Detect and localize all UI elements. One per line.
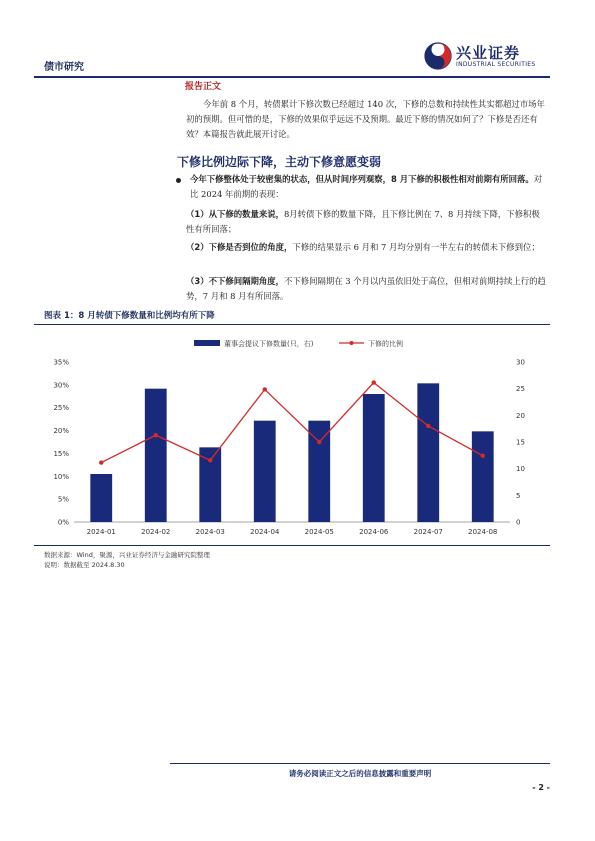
bar — [90, 474, 112, 522]
bullet-bold-text: 今年下修整体处于较密集的状态，但从时间序列观察，8 月下修的积极性相对前期有所回落。 — [190, 174, 534, 184]
logo-emblem-icon — [424, 42, 452, 70]
point-1 — [186, 207, 546, 237]
bullet-icon — [176, 178, 181, 183]
bar — [145, 389, 167, 522]
x-axis-tick-label: 2024-01 — [86, 528, 116, 536]
x-axis-tick-label: 2024-03 — [195, 528, 225, 536]
line-point — [481, 454, 485, 458]
bar — [472, 431, 494, 522]
header-divider — [34, 76, 550, 78]
logo-name-cn: 兴业证券 — [456, 44, 521, 62]
x-axis-tick-label: 2024-07 — [413, 528, 443, 536]
left-axis-tick-label: 0% — [57, 518, 69, 527]
bullet-normal-text: 对比 2024 年前期的表现： — [190, 174, 543, 199]
right-axis-tick-label: 25 — [516, 385, 525, 394]
line-point — [317, 440, 321, 444]
left-axis-tick-label: 35% — [53, 358, 69, 367]
right-axis-tick-label: 5 — [516, 491, 521, 500]
point-2-bold: （2）下修是否到位的角度， — [186, 242, 293, 252]
right-axis-tick-label: 10 — [516, 465, 525, 474]
company-logo — [424, 42, 554, 72]
bar-line-chart — [34, 328, 550, 544]
line-point — [426, 424, 430, 428]
x-axis-tick-label: 2024-08 — [468, 528, 498, 536]
point-1-bold: （1）从下修的数量来说， — [186, 209, 284, 219]
point-3-bold: （3）不下修间隔期角度， — [186, 276, 284, 286]
right-axis-tick-label: 20 — [516, 411, 525, 420]
bullet-paragraph — [190, 172, 548, 202]
right-axis-tick-label: 15 — [516, 438, 525, 447]
bar — [363, 394, 385, 522]
x-axis-tick-label: 2024-04 — [250, 528, 280, 536]
line-point — [263, 387, 267, 391]
page-number: - 2 - — [532, 783, 550, 792]
line-point — [208, 458, 212, 462]
legend-line-label: 下修的比例 — [368, 340, 403, 348]
left-axis-tick-label: 10% — [53, 472, 69, 481]
bar — [254, 421, 276, 522]
legend-bar-label: 董事会提议下修数量(只，右) — [224, 340, 314, 348]
x-axis-tick-label: 2024-05 — [304, 528, 334, 536]
footer-disclaimer: 请务必阅读正文之后的信息披露和重要声明 — [288, 769, 432, 778]
figure-bottom-rule — [34, 545, 550, 546]
left-axis-tick-label: 20% — [53, 427, 69, 436]
right-axis-tick-label: 30 — [516, 358, 525, 367]
line-point — [372, 380, 376, 384]
x-axis-tick-label: 2024-02 — [141, 528, 171, 536]
right-axis-tick-label: 0 — [516, 518, 521, 527]
line-point — [154, 433, 158, 437]
left-axis-tick-label: 25% — [53, 404, 69, 413]
point-2-text: 下修的结果显示 6 月和 7 月均分别有一半左右的转债未下修到位； — [292, 242, 540, 252]
report-category: 债市研究 — [44, 62, 84, 73]
intro-paragraph: 今年前 8 个月，转债累计下修次数已经超过 140 次，下修的总数和持续性其实都超过市场年初的预期。但可惜的是，下修的效果似乎远远不及预期。最近下修的情况如何了？下修是否还有效？本篇报告就此展开讨论。 — [186, 99, 545, 139]
left-axis-tick-label: 5% — [57, 495, 69, 504]
logo-name-en: INDUSTRIAL SECURITIES — [456, 61, 536, 68]
point-3 — [186, 274, 546, 304]
left-axis-tick-label: 30% — [53, 381, 69, 390]
left-axis-tick-label: 15% — [53, 449, 69, 458]
x-axis-tick-label: 2024-06 — [359, 528, 389, 536]
note-line: 说明：数据截至 2024.8.30 — [44, 561, 125, 569]
section-heading: 下修比例边际下降，主动下修意愿变弱 — [177, 155, 382, 169]
point-3-text: 不下修间隔期在 3 个月以内虽依旧处于高位，但相对前期持续上行的趋势，7 月和 8 月有所回落。 — [186, 276, 546, 301]
figure-top-rule — [34, 324, 550, 325]
bar — [417, 383, 439, 522]
figure-source — [44, 550, 210, 570]
bar — [308, 421, 330, 522]
figure-title: 图表 1：8 月转债下修数量和比例均有所下降 — [44, 311, 215, 321]
legend-bar-swatch — [194, 340, 220, 346]
point-2 — [186, 240, 546, 255]
point-1-text: 8月转债下修的数量下降，且下修比例在 7、8 月持续下降，下修积极性有所回落； — [186, 209, 540, 234]
source-line: 数据来源：Wind，聚源，兴业证券经济与金融研究院整理 — [44, 551, 210, 559]
line-point — [99, 460, 103, 464]
section-label: 报告正文 — [185, 82, 222, 92]
footer-divider — [170, 763, 550, 764]
legend-line-marker — [350, 341, 354, 345]
